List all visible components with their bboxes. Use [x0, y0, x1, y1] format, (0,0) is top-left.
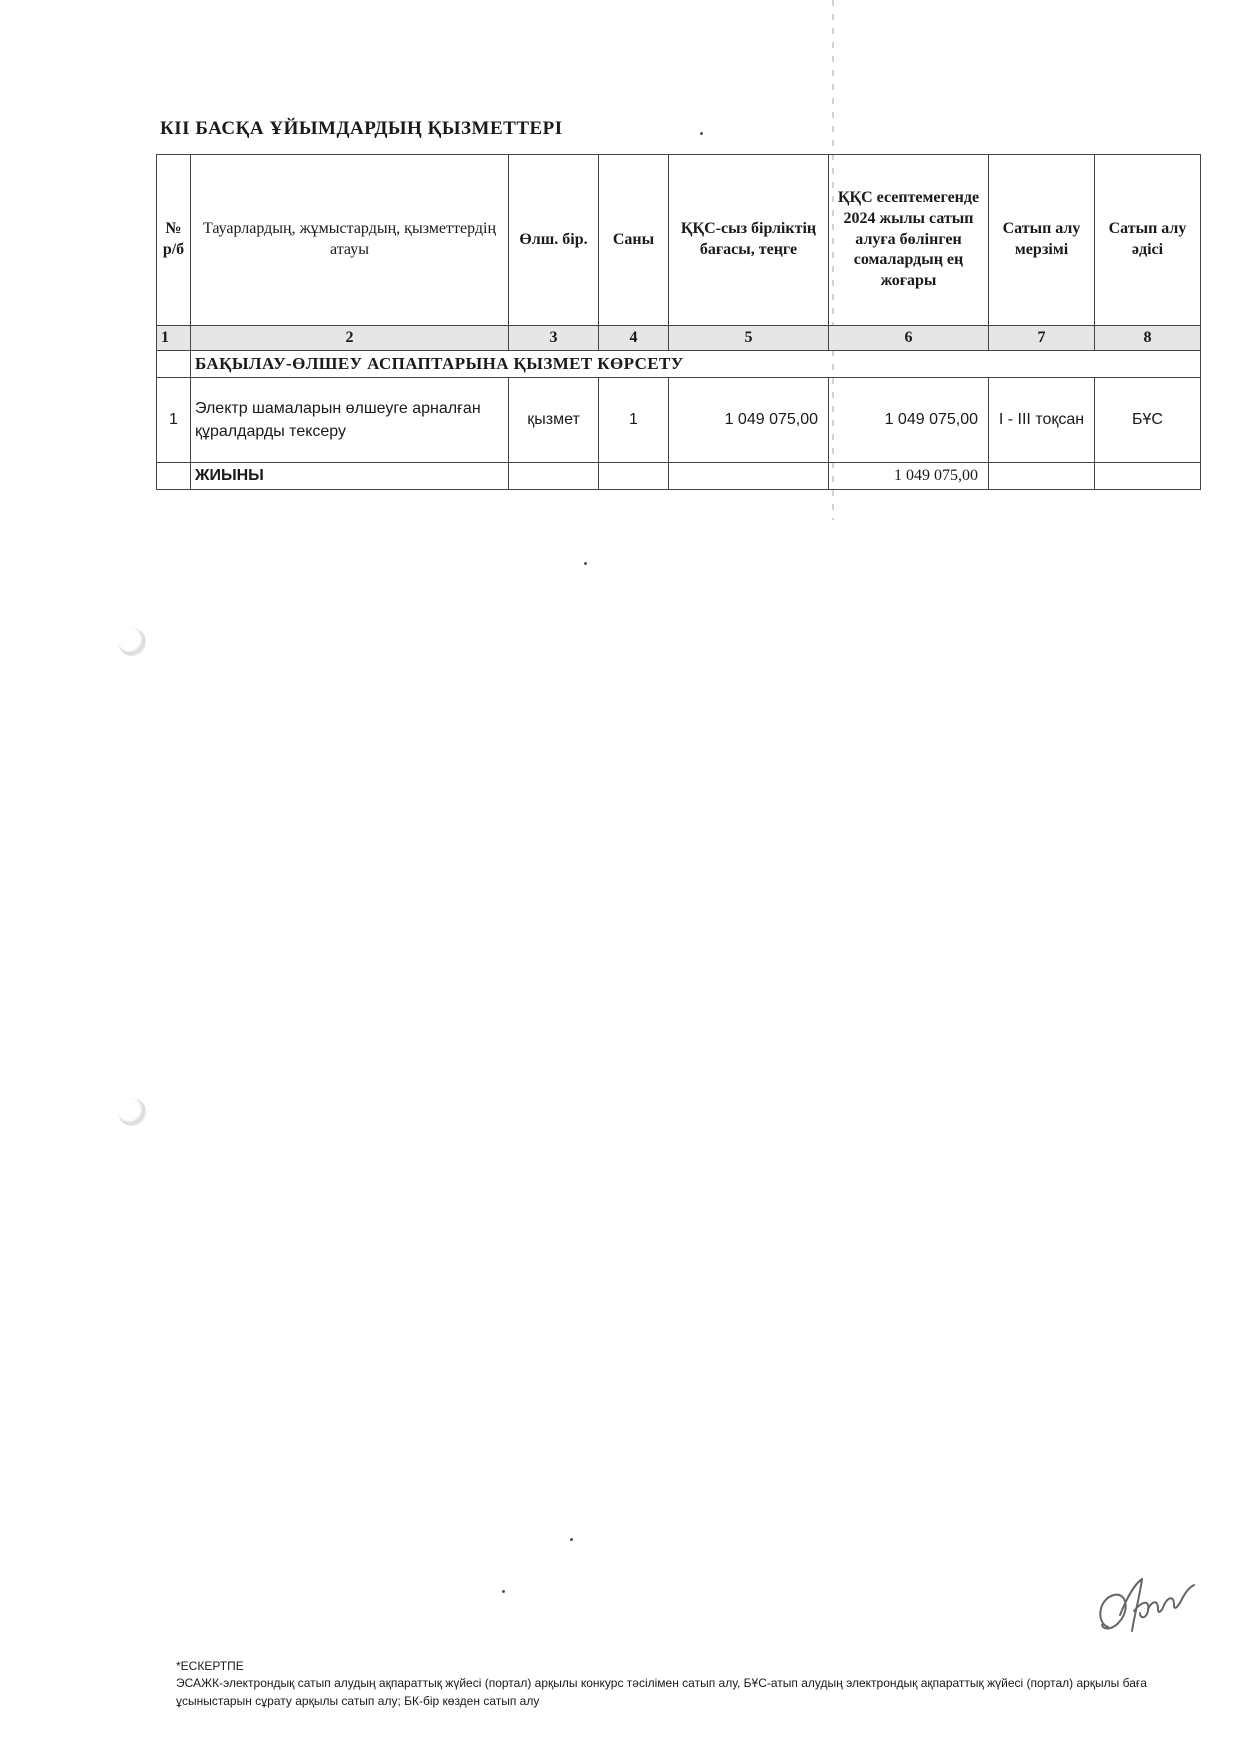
column-number: 8: [1095, 326, 1201, 351]
header-no: № р/б: [157, 155, 191, 326]
header-row: [157, 155, 1201, 326]
total-spacer: [509, 463, 599, 490]
row-unit: қызмет: [509, 378, 599, 463]
header-unit: Өлш. бір.: [509, 155, 599, 326]
row-method: БҰС: [1095, 378, 1201, 463]
total-spacer: [669, 463, 829, 490]
header-method: Сатып алу әдісі: [1095, 155, 1201, 326]
total-spacer: [599, 463, 669, 490]
column-number-row: [157, 326, 1201, 351]
total-row: [157, 463, 1201, 490]
row-name: Электр шамаларын өлшеуге арналған құралдарды тексеру: [191, 378, 509, 463]
total-label: ЖИЫНЫ: [191, 463, 509, 490]
column-number: 1: [157, 326, 191, 351]
row-amount: 1 049 075,00: [829, 378, 989, 463]
column-number: 4: [599, 326, 669, 351]
footnote: [176, 1658, 1216, 1710]
header-period: Сатып алу мерзімі: [989, 155, 1095, 326]
scan-speck: [502, 1590, 505, 1593]
total-spacer: [1095, 463, 1201, 490]
column-number: 7: [989, 326, 1095, 351]
column-number: 6: [829, 326, 989, 351]
row-unit-price: 1 049 075,00: [669, 378, 829, 463]
row-no: 1: [157, 378, 191, 463]
group-row-spacer: [157, 351, 191, 378]
footnote-text: ЭСАЖК-электрондық сатып алудың ақпараттық жүйесі (портал) арқылы конкурс тәсілімен сатып алу, БҰС-атып алудың электрондық ақпараттық жүйесі (портал) арқылы баға ұсыныстарын сұрату арқылы сатып алу; БК-бір көзден сатып алу: [176, 1676, 1147, 1708]
group-title: БАҚЫЛАУ-ӨЛШЕУ АСПАПТАРЫНА ҚЫЗМЕТ КӨРСЕТУ: [191, 351, 1201, 378]
punch-hole: [118, 1098, 146, 1126]
section-title: КII БАСҚА ҰЙЫМДАРДЫҢ ҚЫЗМЕТТЕРІ: [160, 118, 563, 139]
group-row: [157, 351, 1201, 378]
header-amount: ҚҚС есептемегенде 2024 жылы сатып алуға бөлінген сомалардың ең жоғары: [829, 155, 989, 326]
column-number: 3: [509, 326, 599, 351]
scan-speck: [570, 1538, 573, 1541]
row-period: I - III тоқсан: [989, 378, 1095, 463]
header-unit-price: ҚҚС-сыз бірліктің бағасы, теңге: [669, 155, 829, 326]
scan-speck: [584, 562, 587, 565]
column-number: 5: [669, 326, 829, 351]
total-spacer: [989, 463, 1095, 490]
signature-icon: [1090, 1565, 1200, 1645]
column-number: 2: [191, 326, 509, 351]
punch-hole: [118, 628, 146, 656]
scan-speck: [700, 132, 703, 135]
table-row: [157, 378, 1201, 463]
footnote-title: *ЕСКЕРТПЕ: [176, 1659, 244, 1673]
total-amount: 1 049 075,00: [829, 463, 989, 490]
header-qty: Саны: [599, 155, 669, 326]
total-spacer: [157, 463, 191, 490]
procurement-table: [156, 154, 1201, 490]
header-name: Тауарлардың, жұмыстардың, қызметтердің атауы: [191, 155, 509, 326]
row-qty: 1: [599, 378, 669, 463]
